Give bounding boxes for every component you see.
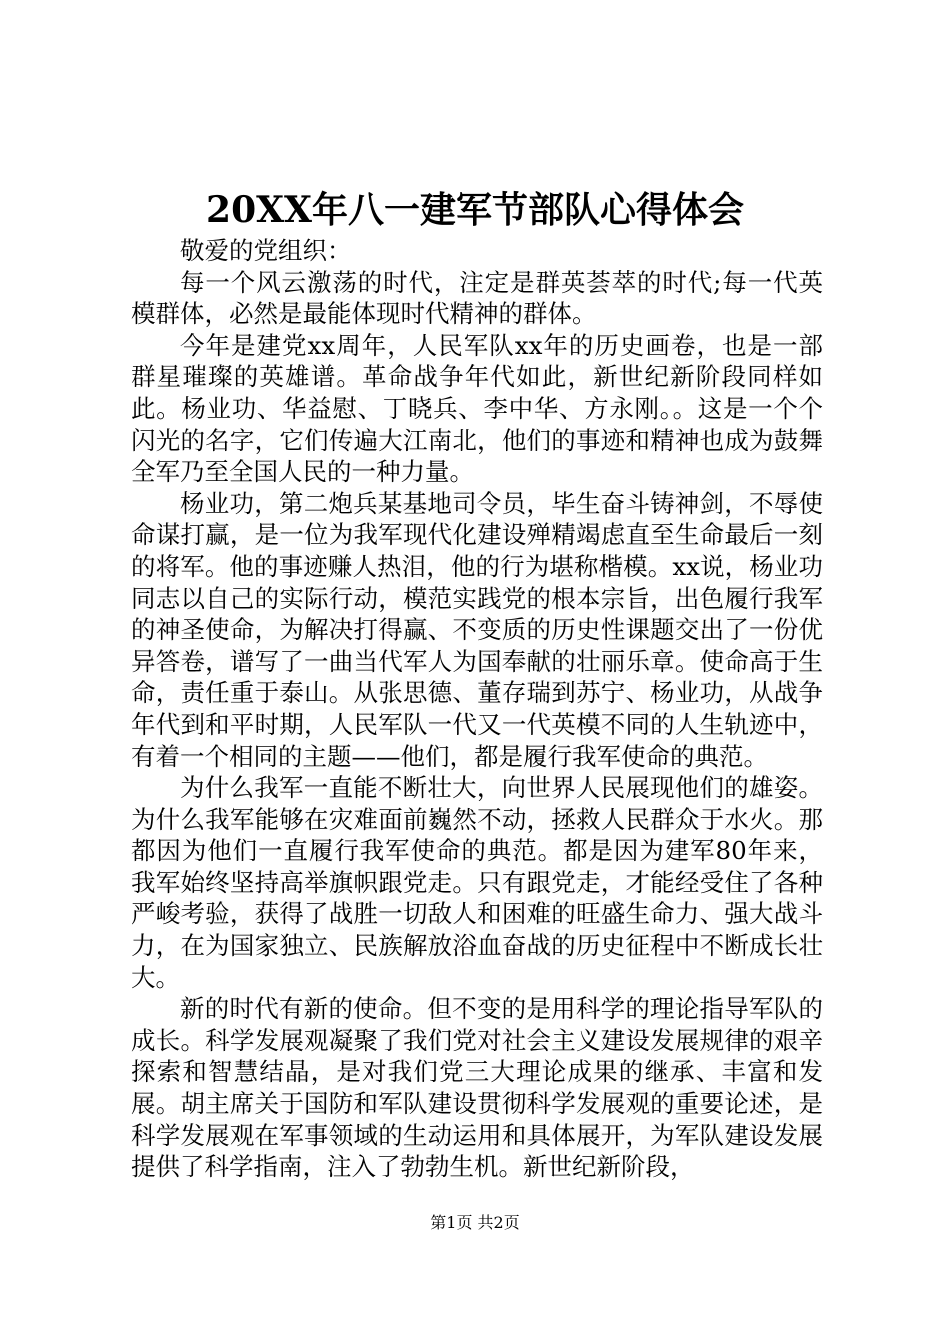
paragraph: 每一个风云激荡的时代，注定是群英荟萃的时代;每一代英模群体，必然是最能体现时代精神的群体。 — [131, 267, 823, 329]
paragraph: 为什么我军一直能不断壮大，向世界人民展现他们的雄姿。为什么我军能够在灾难面前巍然不动，拯救人民群众于水火。那都因为他们一直履行我军使命的典范。都是因为建军80年来，我军始终坚持高举旗帜跟党走。只有跟党走，才能经受住了各种严峻考验，获得了战胜一切敌人和困难的旺盛生命力、强大战斗力，在为国家独立、民族解放浴血奋战的历史征程中不断成长壮大。 — [131, 773, 823, 992]
document-title: 20XX年八一建军节部队心得体会 — [206, 189, 744, 231]
paragraph: 杨业功，第二炮兵某基地司令员，毕生奋斗铸神剑，不辱使命谋打赢，是一位为我军现代化建设殚精竭虑直至生命最后一刻的将军。他的事迹赚人热泪，他的行为堪称楷模。xx说，杨业功同志以自己的实际行动，模范实践党的根本宗旨，出色履行我军的神圣使命，为解决打得赢、不变质的历史性课题交出了一份优异答卷，谱写了一曲当代军人为国奉献的壮丽乐章。使命高于生命，责任重于泰山。从张思德、董存瑞到苏宁、杨业功，从战争年代到和平时期，人民军队一代又一代英模不同的人生轨迹中，有着一个相同的主题——他们，都是履行我军使命的典范。 — [131, 488, 823, 771]
document-body — [131, 235, 823, 1183]
salutation: 敬爱的党组织： — [180, 236, 352, 265]
paragraph: 新的时代有新的使命。但不变的是用科学的理论指导军队的成长。科学发展观凝聚了我们党对社会主义建设发展规律的艰辛探索和智慧结晶，是对我们党三大理论成果的继承、丰富和发展。胡主席关于国防和军队建设贯彻科学发展观的重要论述，是科学发展观在军事领域的生动运用和具体展开，为军队建设发展提供了科学指南，注入了勃勃生机。新世纪新阶段， — [131, 994, 823, 1182]
paragraph: 今年是建党xx周年，人民军队xx年的历史画卷，也是一部群星璀璨的英雄谱。革命战争年代如此，新世纪新阶段同样如此。杨业功、华益慰、丁晓兵、李中华、方永刚。。这是一个个闪光的名字，它们传遍大江南北，他们的事迹和精神也成为鼓舞全军乃至全国人民的一种力量。 — [131, 330, 823, 487]
page-footer: 第1页 共2页 — [430, 1213, 520, 1232]
